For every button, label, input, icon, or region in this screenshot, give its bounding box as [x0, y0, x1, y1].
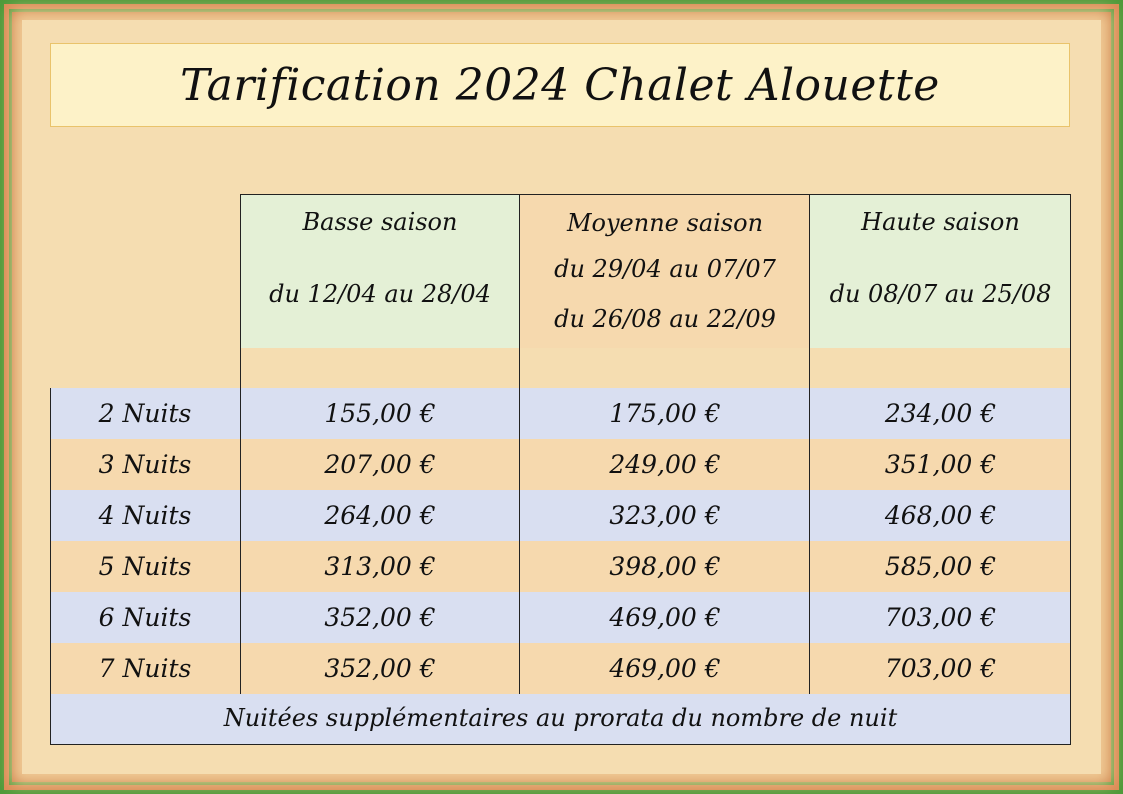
table-row [50, 643, 1071, 694]
row-label: 5 Nuits [98, 552, 192, 581]
footer-note: Nuitées supplémentaires au prorata du nombre de nuit [50, 694, 1071, 744]
column-divider [519, 194, 520, 694]
price-haute: 468,00 € [884, 501, 997, 530]
price-moyenne: 175,00 € [609, 399, 721, 428]
season-dates: du 29/04 au 07/07 [554, 255, 776, 283]
price-haute: 703,00 € [884, 654, 997, 683]
season-header-basse [240, 194, 520, 348]
column-divider [240, 194, 241, 694]
price-haute: 234,00 € [884, 399, 997, 428]
row-label: 7 Nuits [98, 654, 192, 683]
page-title: Tarification 2024 Chalet Alouette [180, 59, 940, 111]
row-label: 3 Nuits [98, 450, 192, 479]
column-divider [809, 194, 810, 694]
table-row [50, 439, 1071, 490]
row-label: 4 Nuits [98, 501, 192, 530]
season-dates: du 26/08 au 22/09 [554, 305, 776, 333]
price-moyenne: 469,00 € [609, 603, 721, 632]
price-haute: 585,00 € [884, 552, 997, 581]
price-moyenne: 323,00 € [609, 501, 721, 530]
row-label: 6 Nuits [98, 603, 192, 632]
price-basse: 313,00 € [324, 552, 436, 581]
table-left-rule [50, 388, 51, 745]
season-name: Moyenne saison [566, 209, 764, 237]
price-haute: 351,00 € [884, 450, 997, 479]
table-right-rule [1070, 194, 1071, 745]
table-row [50, 490, 1071, 541]
table-top-rule [240, 194, 1071, 195]
price-basse: 264,00 € [324, 501, 436, 530]
table-bottom-rule [50, 744, 1071, 745]
season-name: Haute saison [861, 208, 1020, 236]
table-row [50, 592, 1071, 643]
season-dates: du 08/07 au 25/08 [829, 280, 1052, 308]
row-label: 2 Nuits [98, 399, 192, 428]
season-header-haute [810, 194, 1071, 348]
title-banner [50, 43, 1070, 127]
price-moyenne: 249,00 € [609, 450, 721, 479]
price-basse: 352,00 € [324, 654, 436, 683]
price-haute: 703,00 € [884, 603, 997, 632]
price-basse: 352,00 € [324, 603, 436, 632]
price-basse: 155,00 € [324, 399, 436, 428]
season-header-moyenne [520, 194, 810, 348]
price-moyenne: 469,00 € [609, 654, 721, 683]
table-row [50, 388, 1071, 439]
season-name: Basse saison [302, 208, 458, 236]
season-dates: du 12/04 au 28/04 [269, 280, 491, 308]
price-basse: 207,00 € [324, 450, 436, 479]
table-row [50, 541, 1071, 592]
price-moyenne: 398,00 € [609, 552, 721, 581]
